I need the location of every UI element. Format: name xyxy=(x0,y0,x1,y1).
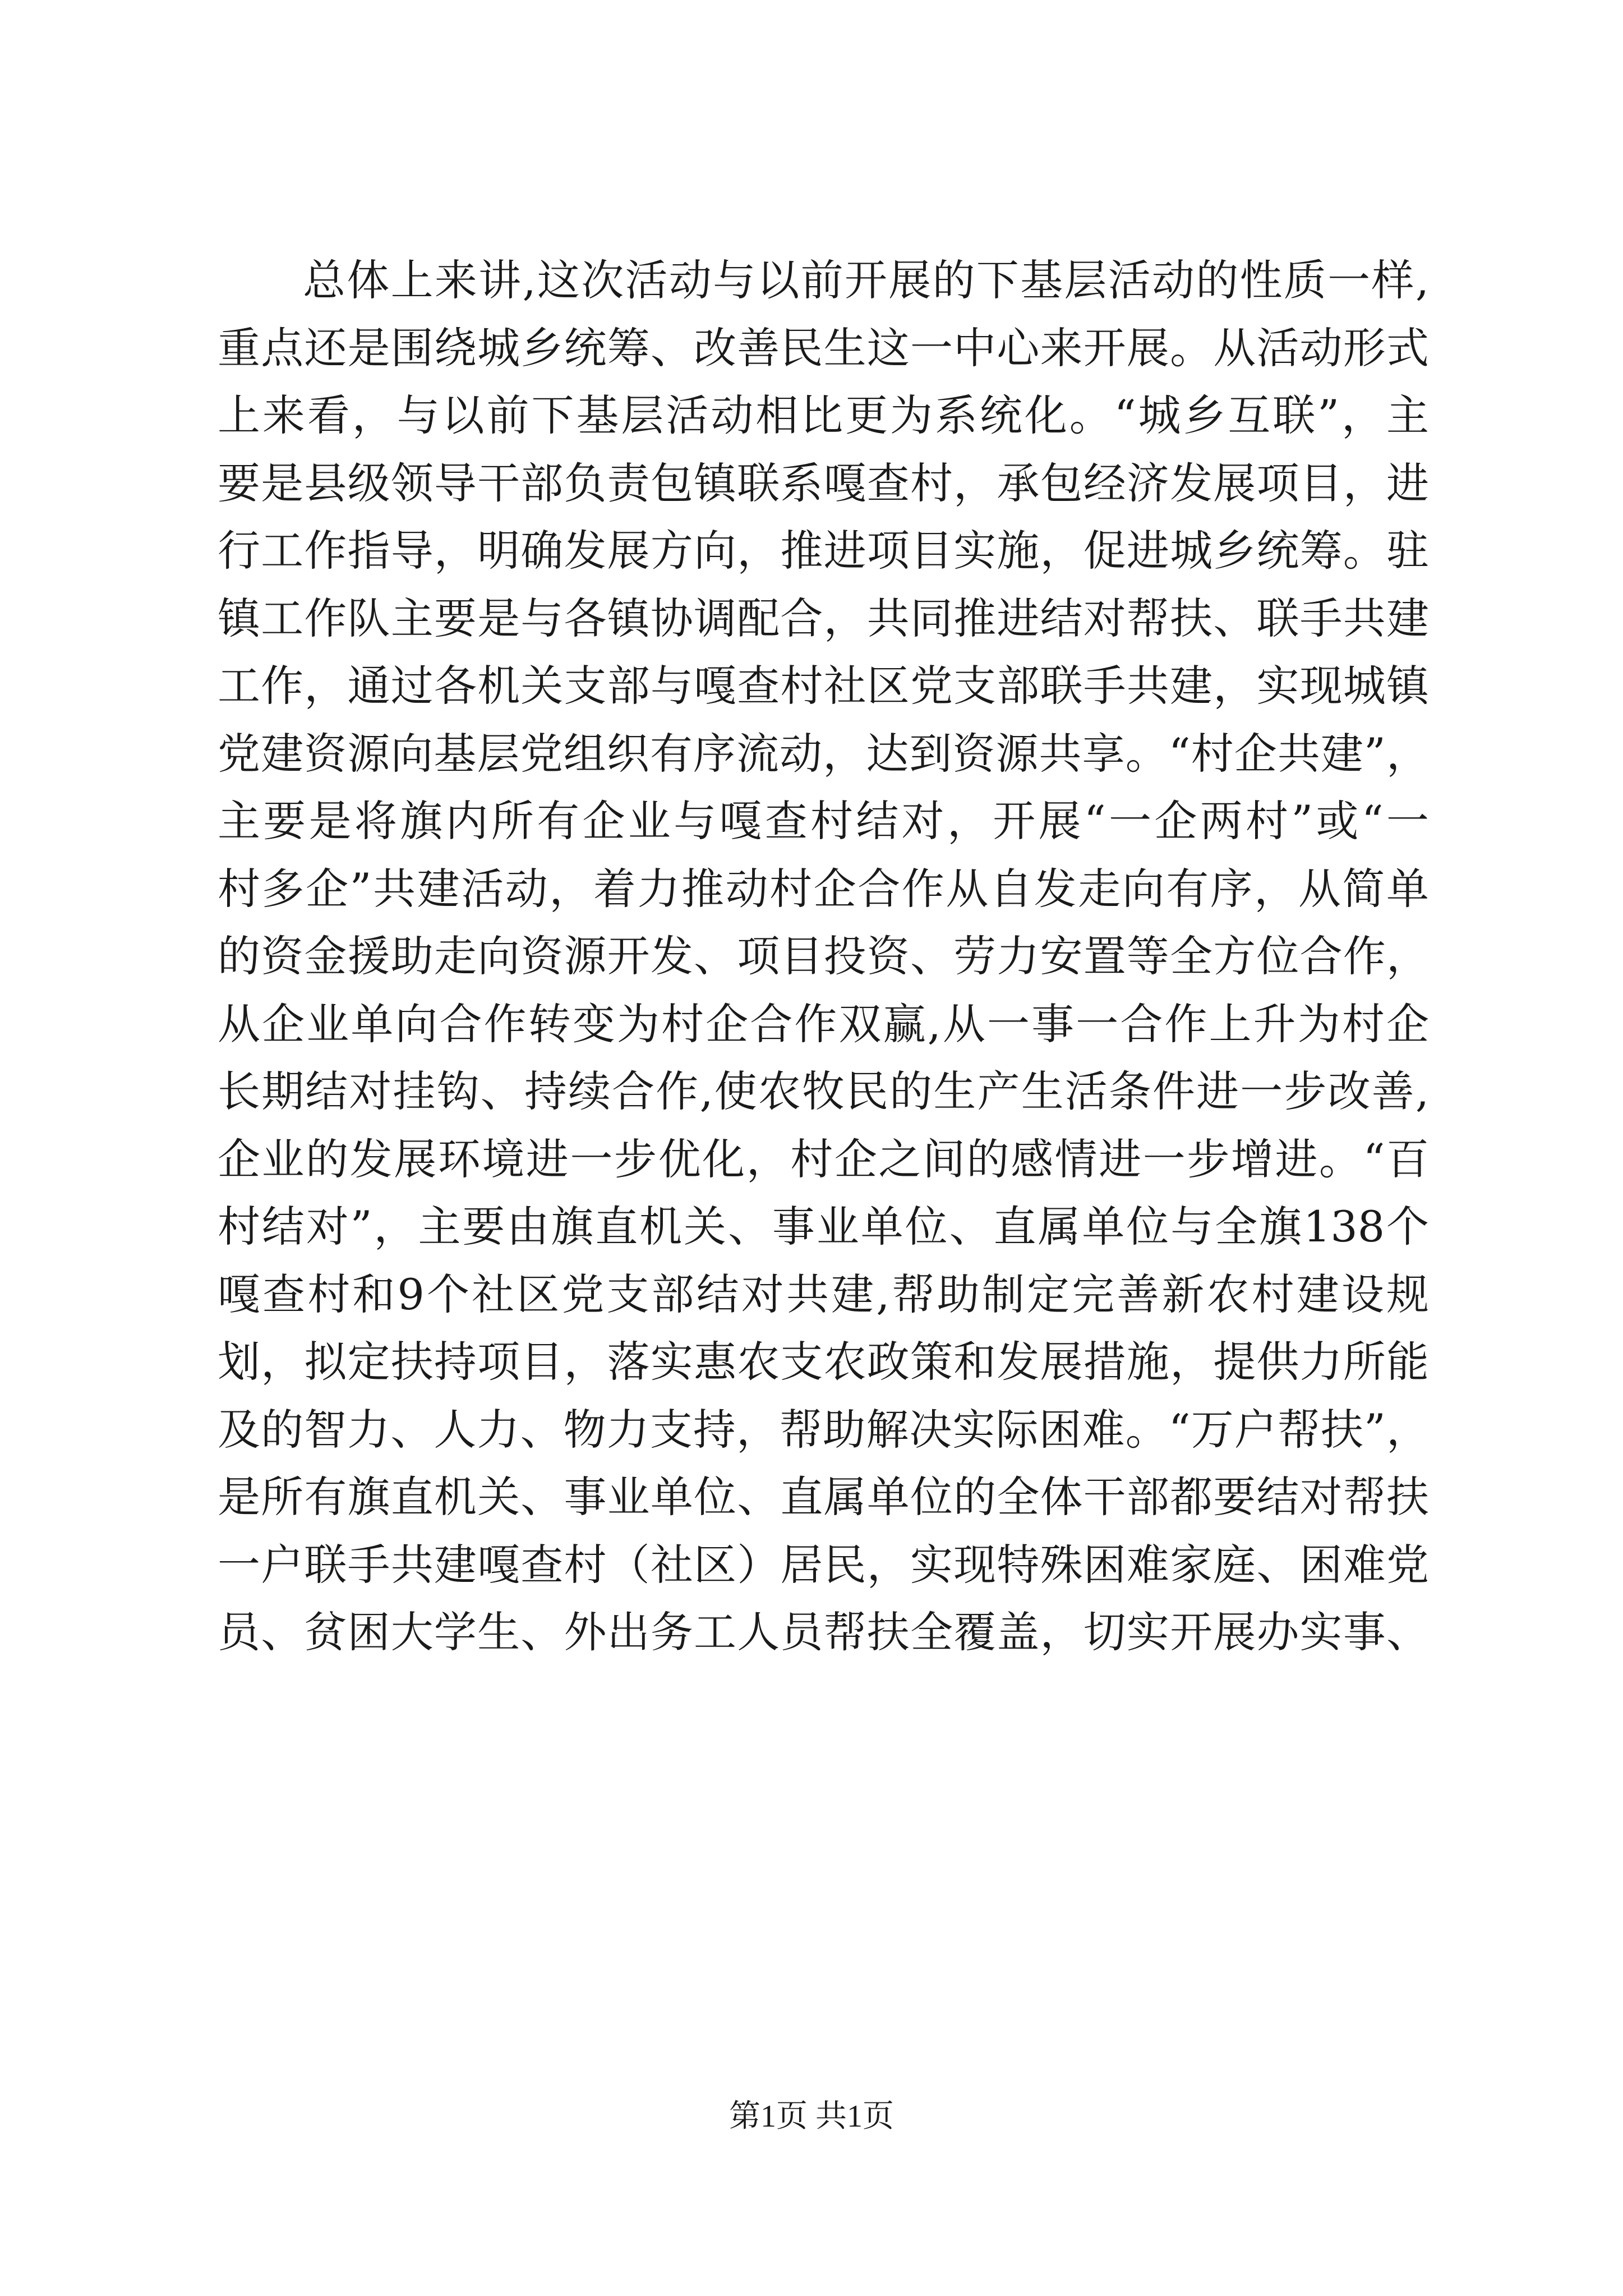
paragraph-line: 村结对”，主要由旗直机关、事业单位、直属单位与全旗138个 xyxy=(218,1202,1429,1251)
paragraph-line: 党建资源向基层党组织有序流动，达到资源共享。“村企共建”， xyxy=(218,728,1429,779)
paragraph-line: 工作，通过各机关支部与嘎查村社区党支部联手共建，实现城镇 xyxy=(218,661,1429,711)
paragraph-line: 重点还是围绕城乡统筹、改善民生这一中心来开展。从活动形式 xyxy=(218,323,1429,373)
paragraph-line: 企业的发展环境进一步优化，村企之间的感情进一步增进。“百 xyxy=(218,1134,1429,1184)
paragraph-line: 行工作指导，明确发展方向，推进项目实施，促进城乡统筹。驻 xyxy=(218,526,1429,576)
paragraph-line: 要是县级领导干部负责包镇联系嘎查村，承包经济发展项目，进 xyxy=(218,458,1429,508)
page-footer: 第1页 共1页 xyxy=(729,2099,894,2134)
body-paragraph xyxy=(218,247,1429,1667)
paragraph-line: 嘎查村和9个社区党支部结对共建,帮助制定完善新农村建设规 xyxy=(218,1269,1429,1319)
paragraph-line: 主要是将旗内所有企业与嘎查村结对，开展“一企两村”或“一 xyxy=(218,796,1429,846)
paragraph-line: 及的智力、人力、物力支持，帮助解决实际困难。“万户帮扶”， xyxy=(218,1404,1429,1455)
paragraph-line: 是所有旗直机关、事业单位、直属单位的全体干部都要结对帮扶 xyxy=(218,1472,1429,1522)
paragraph-line: 上来看，与以前下基层活动相比更为系统化。“城乡互联”，主 xyxy=(218,390,1429,440)
paragraph-line: 从企业单向合作转变为村企合作双赢,从一事一合作上升为村企 xyxy=(218,999,1429,1049)
paragraph-line: 划，拟定扶持项目，落实惠农支农政策和发展措施，提供力所能 xyxy=(218,1337,1429,1387)
paragraph-line: 总体上来讲,这次活动与以前开展的下基层活动的性质一样, xyxy=(303,255,1429,305)
paragraph-line: 镇工作队主要是与各镇协调配合，共同推进结对帮扶、联手共建 xyxy=(218,593,1429,643)
paragraph-line: 长期结对挂钩、持续合作,使农牧民的生产生活条件进一步改善, xyxy=(218,1066,1429,1116)
paragraph-line: 村多企”共建活动，着力推动村企合作从自发走向有序，从简单 xyxy=(218,863,1429,914)
paragraph-line: 一户联手共建嘎查村（社区）居民，实现特殊困难家庭、困难党 xyxy=(218,1539,1429,1590)
paragraph-line: 的资金援助走向资源开发、项目投资、劳力安置等全方位合作， xyxy=(218,931,1429,981)
paragraph-line: 员、贫困大学生、外出务工人员帮扶全覆盖，切实开展办实事、 xyxy=(218,1607,1429,1657)
